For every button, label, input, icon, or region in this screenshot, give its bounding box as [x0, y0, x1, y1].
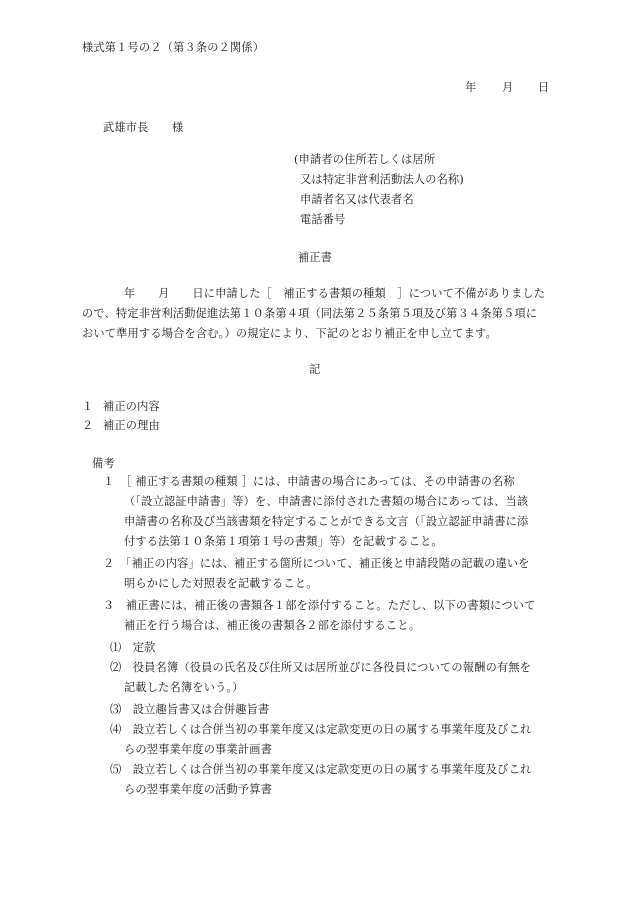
note-line: ⑶ 設立趣旨書又は合併趣旨書: [110, 703, 270, 716]
note-line: ⑴ 定款: [110, 641, 156, 654]
note-line: 補正を行う場合は、補正後の書類各２部を添付すること。: [124, 619, 421, 632]
applicant-line: 電話番号: [300, 213, 346, 226]
item-number: １: [82, 400, 94, 413]
body-line: 年 月 日に申請した［ 補正する書類の種類 ］について不備がありました: [124, 287, 546, 300]
note-line: らの翌事業年度の事業計画書: [124, 743, 273, 756]
note-line: （「設立認証申請書」等）を、申請書に添付された書類の場合にあっては、当該: [124, 495, 529, 508]
note-line: らの翌事業年度の活動予算書: [124, 783, 273, 796]
note-line: ２ 「補正の内容」には、補正する箇所について、補正後と申請段階の記載の違いを: [103, 557, 530, 570]
addressee-honorific: 様: [172, 121, 184, 134]
applicant-line: 申請者名又は代表者名: [300, 193, 414, 206]
body-line: ので、特定非営利活動促進法第１０条第４項（同法第２５条第５項及び第３４条第５項に: [82, 307, 538, 320]
date-year-label: 年: [465, 81, 477, 94]
item-label: 補正の内容: [103, 400, 160, 413]
note-line: 明らかにした対照表を記載すること。: [124, 577, 318, 590]
document-title: 補正書: [297, 251, 333, 264]
note-line: ⑸ 設立若しくは合併当初の事業年度又は定款変更の日の属する事業年度及びこれ: [110, 763, 532, 776]
date-month-label: 月: [502, 81, 514, 94]
note-line: 申請書の名称及び当該書類を特定することができる文言（「設立認証申請書に添: [124, 515, 529, 528]
note-line: 付する法第１０条第１項第１号の書類」等）を記載すること。: [124, 535, 443, 548]
item-label: 補正の理由: [103, 419, 160, 432]
ki-heading: 記: [309, 363, 321, 376]
note-line: ⑵ 役員名簿（役員の氏名及び住所又は居所並びに各役員についての報酬の有無を: [110, 661, 532, 674]
item-number: ２: [82, 419, 94, 432]
form-number: 様式第１号の２（第３条の２関係）: [82, 41, 265, 54]
note-line: ⑷ 設立若しくは合併当初の事業年度又は定款変更の日の属する事業年度及びこれ: [110, 723, 532, 736]
note-line: ３ 補正書には、補正後の書類各１部を添付すること。ただし、以下の書類について: [103, 599, 536, 612]
applicant-line: 又は特定非営利活動法人の名称): [300, 173, 464, 186]
addressee-name: 武雄市長: [103, 121, 149, 134]
note-line: 記載した名簿をいう。）: [124, 681, 244, 694]
notes-heading: 備考: [92, 457, 115, 470]
date-day-label: 日: [538, 81, 550, 94]
body-line: おいて準用する場合を含む。）の規定により、下記のとおり補正を申し立てます。: [82, 327, 497, 340]
note-line: １ ［ 補正する書類の種類 ］には、申請書の場合にあっては、その申請書の名称: [103, 475, 515, 488]
applicant-line: (申請者の住所若しくは居所: [294, 153, 436, 166]
